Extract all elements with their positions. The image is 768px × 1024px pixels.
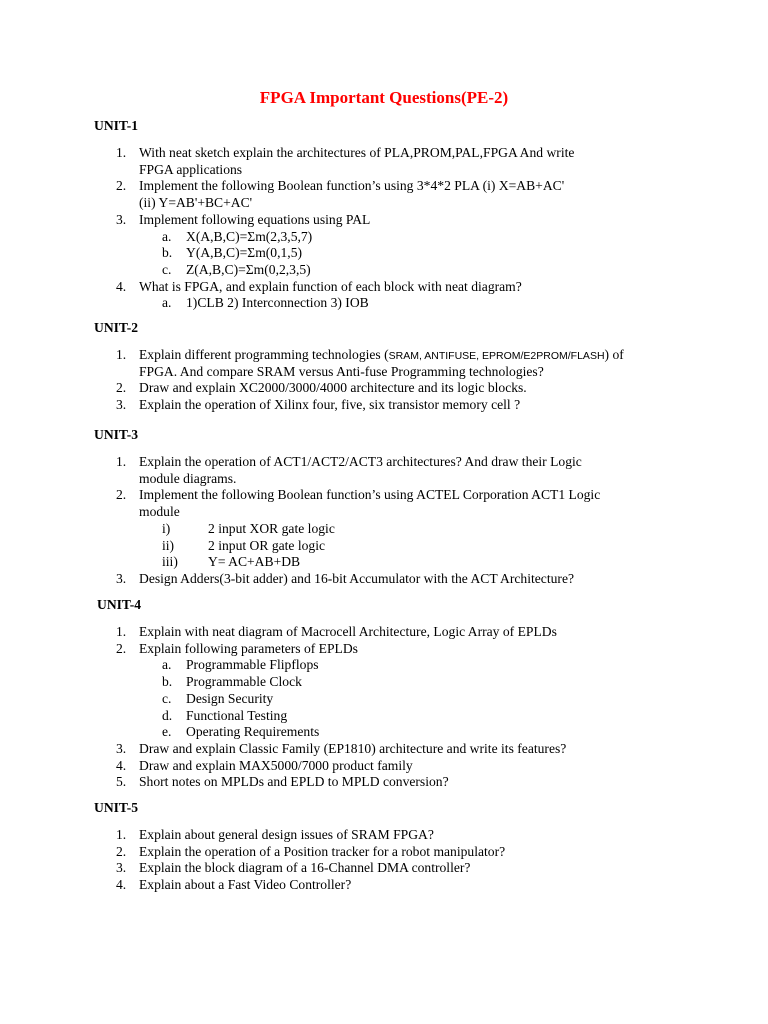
question-text: Implement following equations using PAL (139, 211, 371, 227)
question-number: 1. (116, 624, 127, 639)
sub-item-number: a. (162, 295, 172, 311)
sub-item-number: e. (162, 724, 172, 740)
sub-item-number: d. (162, 707, 173, 723)
sub-item-text: X(A,B,C)=Σm(2,3,5,7) (186, 228, 313, 244)
unit-heading: UNIT-2 (94, 320, 139, 335)
question-text: (ii) Y=AB'+BC+AC' (139, 195, 253, 211)
page-title: FPGA Important Questions(PE-2) (259, 88, 509, 107)
sub-item-text: 2 input XOR gate logic (208, 520, 335, 536)
question-text: FPGA. And compare SRAM versus Anti-fuse Programming technologies? (139, 363, 544, 379)
question-number: 2. (116, 380, 127, 396)
question-number: 2. (116, 843, 127, 859)
question-number: 1. (116, 827, 127, 842)
question-text: Design Adders(3-bit adder) and 16-bit Accumulator with the ACT Architecture? (139, 570, 575, 586)
question-text-part: Explain different programming technologies ( (139, 347, 389, 362)
sub-item-text: Z(A,B,C)=Σm(0,2,3,5) (186, 261, 311, 277)
sub-item-text: Functional Testing (186, 707, 288, 723)
unit-heading: UNIT-5 (94, 800, 139, 815)
question-number: 5. (116, 774, 127, 790)
question-number: 2. (116, 640, 127, 656)
question-number: 2. (116, 178, 127, 194)
sub-item-text: 1)CLB 2) Interconnection 3) IOB (186, 295, 369, 311)
question-text: Explain the block diagram of a 16-Channel DMA controller? (139, 860, 471, 876)
sub-item-text: Programmable Clock (186, 674, 302, 690)
sub-item-number: a. (162, 228, 172, 244)
sub-item-number: b. (162, 674, 173, 690)
sub-item-text: Design Security (186, 690, 274, 706)
question-number: 4. (116, 278, 127, 294)
sub-item-number: a. (162, 657, 172, 673)
question-text-part: ) of (604, 347, 624, 362)
question-number: 3. (116, 397, 127, 413)
question-number: 1. (116, 454, 127, 469)
question-text: Explain following parameters of EPLDs (139, 640, 358, 656)
unit-heading: UNIT-3 (94, 427, 139, 442)
question-number: 3. (116, 860, 127, 876)
question-text: Implement the following Boolean function’s using 3*4*2 PLA (i) X=AB+AC' (139, 178, 565, 194)
question-number: 3. (116, 211, 127, 227)
unit-heading: UNIT-1 (94, 118, 139, 133)
sub-item-text: Y(A,B,C)=Σm(0,1,5) (186, 245, 303, 261)
question-number: 4. (116, 877, 127, 893)
sub-item-number: iii) (162, 554, 178, 570)
question-text: Short notes on MPLDs and EPLD to MPLD conversion? (139, 774, 449, 790)
unit-heading: UNIT-4 (97, 597, 142, 612)
question-text: module diagrams. (139, 470, 237, 486)
sub-item-number: ii) (162, 537, 175, 553)
question-text: Draw and explain Classic Family (EP1810) architecture and write its features? (139, 740, 567, 756)
question-text (139, 347, 624, 364)
question-text: Implement the following Boolean function’s using ACTEL Corporation ACT1 Logic (139, 487, 601, 503)
question-text: Explain with neat diagram of Macrocell Architecture, Logic Array of EPLDs (139, 624, 557, 639)
sub-item-number: c. (162, 261, 172, 277)
question-text: Explain about a Fast Video Controller? (139, 877, 352, 893)
question-text: Explain the operation of Xilinx four, five, six transistor memory cell ? (139, 397, 521, 413)
question-text: module (139, 504, 180, 520)
question-text: Explain the operation of a Position tracker for a robot manipulator? (139, 843, 506, 859)
sub-item-number: i) (162, 520, 171, 536)
question-number: 4. (116, 757, 127, 773)
sub-item-text: Programmable Flipflops (186, 657, 319, 673)
question-number: 1. (116, 347, 127, 362)
question-text: Explain about general design issues of SRAM FPGA? (139, 827, 434, 842)
sub-item-text: Y= AC+AB+DB (208, 554, 301, 570)
question-text: What is FPGA, and explain function of each block with neat diagram? (139, 278, 522, 294)
question-text: Draw and explain MAX5000/7000 product family (139, 757, 413, 773)
question-text: Draw and explain XC2000/3000/4000 architecture and its logic blocks. (139, 380, 527, 396)
sub-item-text: 2 input OR gate logic (208, 537, 326, 553)
question-number: 3. (116, 740, 127, 756)
question-text: FPGA applications (139, 161, 243, 177)
sub-item-text: Operating Requirements (186, 724, 320, 740)
question-number: 3. (116, 570, 127, 586)
question-text: With neat sketch explain the architectures of PLA,PROM,PAL,FPGA And write (139, 145, 575, 160)
question-text: Explain the operation of ACT1/ACT2/ACT3 architectures? And draw their Logic (139, 454, 582, 469)
technology-list: SRAM, ANTIFUSE, EPROM/E2PROM/FLASH (388, 350, 605, 362)
sub-item-number: c. (162, 690, 172, 706)
sub-item-number: b. (162, 245, 173, 261)
question-number: 1. (116, 145, 127, 160)
question-number: 2. (116, 487, 127, 503)
